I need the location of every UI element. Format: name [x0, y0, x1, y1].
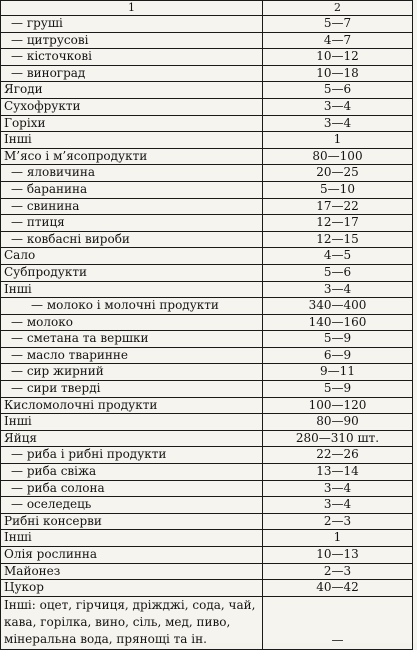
table-row: [1, 16, 413, 33]
product-name-cell: Інші: [1, 132, 263, 149]
product-name-cell: Кисломолочні продукти: [1, 397, 263, 414]
product-name-cell: — масло тваринне: [1, 347, 263, 364]
amount-cell: 6—9: [263, 347, 413, 364]
product-name-cell: Олія рослинна: [1, 547, 263, 564]
table-row-other-products: [1, 596, 413, 649]
amount-cell: 3—4: [263, 115, 413, 132]
amount-cell: 4—7: [263, 32, 413, 49]
product-name-cell: — сир жирний: [1, 364, 263, 381]
amount-cell: 80—90: [263, 414, 413, 431]
amount-cell: 10—12: [263, 49, 413, 66]
amount-cell: 5—9: [263, 331, 413, 348]
amount-cell: 5—6: [263, 264, 413, 281]
table-row: [1, 563, 413, 580]
table-row: [1, 248, 413, 265]
amount-cell: 100—120: [263, 397, 413, 414]
product-name-cell: Сало: [1, 248, 263, 265]
product-name-cell: М’ясо і м’ясопродукти: [1, 148, 263, 165]
table-row: [1, 198, 413, 215]
table-row: [1, 480, 413, 497]
amount-cell: 3—4: [263, 281, 413, 298]
amount-cell: 5—7: [263, 16, 413, 33]
table-row: [1, 264, 413, 281]
product-name-cell: Інші: [1, 281, 263, 298]
table-row: [1, 364, 413, 381]
amount-cell: 10—13: [263, 547, 413, 564]
table-row: [1, 165, 413, 182]
amount-cell: 40—42: [263, 580, 413, 597]
table-row: [1, 49, 413, 66]
product-name-cell: Субпродукти: [1, 264, 263, 281]
amount-cell: 17—22: [263, 198, 413, 215]
product-name-cell: — сири тверді: [1, 381, 263, 398]
table-row: [1, 148, 413, 165]
amount-cell: 3—4: [263, 98, 413, 115]
product-name-cell: — цитрусові: [1, 32, 263, 49]
product-name-cell: Яйця: [1, 430, 263, 447]
table-row: [1, 513, 413, 530]
product-name-cell: Майонез: [1, 563, 263, 580]
table-row: [1, 381, 413, 398]
amount-cell: 80—100: [263, 148, 413, 165]
table-row: [1, 65, 413, 82]
table-row: [1, 331, 413, 348]
product-name-cell: — риба і рибні продукти: [1, 447, 263, 464]
amount-cell: 2—3: [263, 563, 413, 580]
product-name-cell: Ягоди: [1, 82, 263, 99]
product-name-cell: Сухофрукти: [1, 98, 263, 115]
product-name-cell: — сметана та вершки: [1, 331, 263, 348]
amount-cell: 3—4: [263, 497, 413, 514]
table-row: [1, 447, 413, 464]
table-row: [1, 82, 413, 99]
table-row: [1, 547, 413, 564]
product-name-cell: Цукор: [1, 580, 263, 597]
product-name-cell: Горіхи: [1, 115, 263, 132]
table-row: [1, 530, 413, 547]
table-row: [1, 132, 413, 149]
table-row: [1, 464, 413, 481]
table-row: [1, 347, 413, 364]
product-name-cell: — молоко: [1, 314, 263, 331]
amount-cell: 9—11: [263, 364, 413, 381]
column-header-1: 1: [1, 1, 263, 16]
table-row: [1, 497, 413, 514]
product-name-cell: — риба солона: [1, 480, 263, 497]
amount-cell: 1: [263, 132, 413, 149]
product-name-cell: Інші: оцет, гірчиця, дріжджі, сода, чай, кава, горілка, вино, сіль, мед, пиво, мінеральна вода, прянощі та ін.: [1, 596, 263, 649]
product-name-cell: — молоко і молочні продукти: [1, 298, 263, 315]
amount-cell: 5—9: [263, 381, 413, 398]
amount-cell: 2—3: [263, 513, 413, 530]
amount-cell: 1: [263, 530, 413, 547]
table-row: [1, 181, 413, 198]
amount-cell: 12—17: [263, 215, 413, 232]
amount-cell: 22—26: [263, 447, 413, 464]
table-row: [1, 281, 413, 298]
product-name-cell: — груші: [1, 16, 263, 33]
product-name-cell: — риба свіжа: [1, 464, 263, 481]
table-row: [1, 115, 413, 132]
table-row: [1, 231, 413, 248]
table-row: [1, 430, 413, 447]
amount-cell: 280—310 шт.: [263, 430, 413, 447]
table-row: [1, 298, 413, 315]
product-name-cell: — оселедець: [1, 497, 263, 514]
amount-cell: 140—160: [263, 314, 413, 331]
product-name-cell: — свинина: [1, 198, 263, 215]
table-row: [1, 314, 413, 331]
product-name-cell: — баранина: [1, 181, 263, 198]
table-row: [1, 397, 413, 414]
product-name-cell: — виноград: [1, 65, 263, 82]
amount-cell: 4—5: [263, 248, 413, 265]
amount-cell: 340—400: [263, 298, 413, 315]
table-row: [1, 580, 413, 597]
amount-cell: 20—25: [263, 165, 413, 182]
amount-cell: 13—14: [263, 464, 413, 481]
amount-cell: —: [263, 596, 413, 649]
product-name-cell: — кісточкові: [1, 49, 263, 66]
product-name-cell: — яловичина: [1, 165, 263, 182]
amount-cell: 3—4: [263, 480, 413, 497]
table-row: [1, 98, 413, 115]
table-row: [1, 414, 413, 431]
amount-cell: 12—15: [263, 231, 413, 248]
table-row: [1, 32, 413, 49]
amount-cell: 10—18: [263, 65, 413, 82]
product-name-cell: Інші: [1, 414, 263, 431]
product-name-cell: Інші: [1, 530, 263, 547]
table-header-row: [1, 1, 413, 16]
amount-cell: 5—6: [263, 82, 413, 99]
column-header-2: 2: [263, 1, 413, 16]
product-name-cell: — ковбасні вироби: [1, 231, 263, 248]
table-row: [1, 215, 413, 232]
product-name-cell: Рибні консерви: [1, 513, 263, 530]
amount-cell: 5—10: [263, 181, 413, 198]
product-name-cell: — птиця: [1, 215, 263, 232]
